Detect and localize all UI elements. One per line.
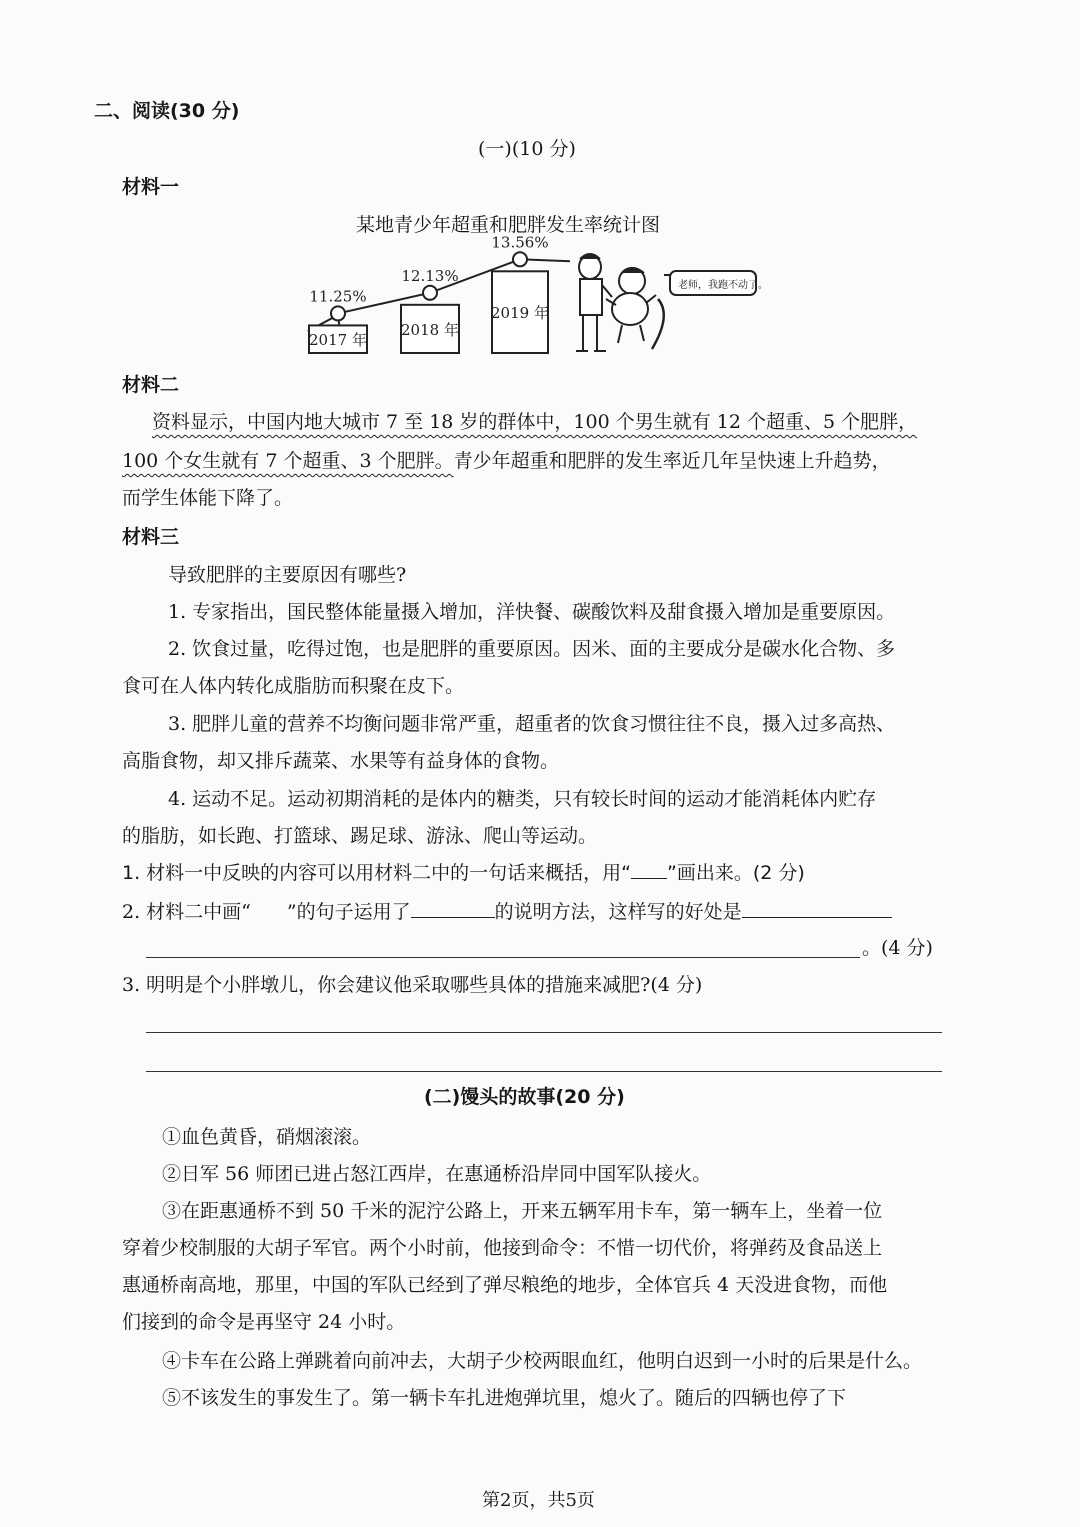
question-3-answer-line-2[interactable] xyxy=(146,1071,942,1072)
story-paragraph-3-cont-1: 穿着少校制服的大胡子军官。两个小时前，他接到命令：不惜一切代价，将弹药及食品送上 xyxy=(122,1237,883,1259)
question-2-text-a: 2. 材料二中画“ xyxy=(122,901,251,923)
story-paragraph-4: ④卡车在公路上弹跳着向前冲去，大胡子少校两眼血红，他明白迟到一小时的后果是什么。 xyxy=(162,1350,923,1372)
material3-item-2: 2. 饮食过量，吃得过饱，也是肥胖的重要原因。因米、面的主要成分是碳水化合物、多 xyxy=(168,638,896,660)
chart-point-1 xyxy=(331,306,345,320)
chart-value-label-3: 13.56% xyxy=(491,233,549,252)
question-2-answer-line[interactable] xyxy=(146,957,860,958)
section-title: 二、阅读(30 分) xyxy=(94,100,240,122)
chart-title: 某地青少年超重和肥胖发生率统计图 xyxy=(356,214,661,236)
chart-category-label-1: 2017 年 xyxy=(309,331,367,350)
story-paragraph-5: ⑤不该发生的事发生了。第一辆卡车扎进炮弹坑里，熄火了。随后的四辆也停了下 xyxy=(162,1387,847,1409)
question-2-text-b: ”的句子运用了 xyxy=(286,901,411,923)
question-1-text-b: ”画出来。(2 分) xyxy=(667,862,805,884)
story-paragraph-3: ③在距惠通桥不到 50 千米的泥泞公路上，开来五辆军用卡车，第一辆车上，坐着一位 xyxy=(162,1200,883,1222)
line-chart xyxy=(300,233,770,360)
question-2-wavy-sample xyxy=(251,899,287,925)
material2-line-2 xyxy=(122,448,891,474)
story-paragraph-3-cont-2: 惠通桥南高地，那里，中国的军队已经到了弹尽粮绝的地步，全体官兵 4 天没进食物，而他 xyxy=(122,1274,888,1296)
cartoon-figures-icon xyxy=(576,254,756,351)
story-paragraph-3-cont-3: 们接到的命令是再坚守 24 小时。 xyxy=(122,1311,406,1333)
material3-label: 材料三 xyxy=(122,526,180,548)
chart-category-label-2: 2018 年 xyxy=(401,320,459,339)
question-2-method-blank[interactable] xyxy=(411,899,495,918)
chart-value-label-2: 12.13% xyxy=(401,266,459,285)
material3-item-2-cont: 食可在人体内转化成脂肪而积聚在皮下。 xyxy=(122,675,465,697)
question-2-points: 。(4 分) xyxy=(862,937,933,959)
part2-heading: (二)馒头的故事(20 分) xyxy=(424,1086,625,1108)
question-1-text-a: 1. 材料一中反映的内容可以用材料二中的一句话来概括，用“ xyxy=(122,862,632,884)
question-2-text-c: 的说明方法，这样写的好处是 xyxy=(494,901,742,923)
material2-trend-sentence: 青少年超重和肥胖的发生率近几年呈快速上升趋势， xyxy=(453,450,891,472)
material3-question: 导致肥胖的主要原因有哪些? xyxy=(168,564,407,586)
wavy-underlined-sentence-part1: 资料显示，中国内地大城市 7 至 18 岁的群体中，100 个男生就有 12 个超重、5 个肥胖， xyxy=(152,411,918,433)
material2-line-1 xyxy=(152,409,917,435)
question-1-mark-sample xyxy=(631,860,667,879)
wavy-underlined-sentence-part2: 100 个女生就有 7 个超重、3 个肥胖。 xyxy=(122,450,454,472)
material3-item-4: 4. 运动不足。运动初期消耗的是体内的糖类，只有较长时间的运动才能消耗体内贮存 xyxy=(168,788,877,810)
material1-label: 材料一 xyxy=(122,176,180,198)
question-1 xyxy=(122,860,805,886)
question-2-benefit-blank[interactable] xyxy=(742,899,892,918)
material2-line-3: 而学生体能下降了。 xyxy=(122,487,294,509)
chart-value-label-1: 11.25% xyxy=(309,287,367,306)
story-paragraph-2: ②日军 56 师团已进占怒江西岸，在惠通桥沿岸同中国军队接火。 xyxy=(162,1163,712,1185)
material3-item-1: 1. 专家指出，国民整体能量摄入增加，洋快餐、碳酸饮料及甜食摄入增加是重要原因。 xyxy=(168,601,896,623)
speech-bubble-text: 老师，我跑不动了。 xyxy=(678,280,768,291)
chart-point-2 xyxy=(423,286,437,300)
story-paragraph-1: ①血色黄昏，硝烟滚滚。 xyxy=(162,1126,372,1148)
material3-item-3-cont: 高脂食物，却又排斥蔬菜、水果等有益身体的食物。 xyxy=(122,750,560,772)
question-2 xyxy=(122,899,892,925)
chart-category-label-3: 2019 年 xyxy=(491,304,549,323)
material2-label: 材料二 xyxy=(122,374,180,396)
chart-point-3 xyxy=(513,252,527,266)
question-3-answer-line-1[interactable] xyxy=(146,1032,942,1033)
material3-item-4-cont: 的脂肪，如长跑、打篮球、踢足球、游泳、爬山等运动。 xyxy=(122,825,598,847)
page-footer: 第2页，共5页 xyxy=(482,1490,595,1511)
part1-heading: (一)(10 分) xyxy=(478,138,576,160)
material3-item-3: 3. 肥胖儿童的营养不均衡问题非常严重，超重者的饮食习惯往往不良，摄入过多高热、 xyxy=(168,713,896,735)
question-3: 3. 明明是个小胖墩儿，你会建议他采取哪些具体的措施来减肥?(4 分) xyxy=(122,974,703,996)
